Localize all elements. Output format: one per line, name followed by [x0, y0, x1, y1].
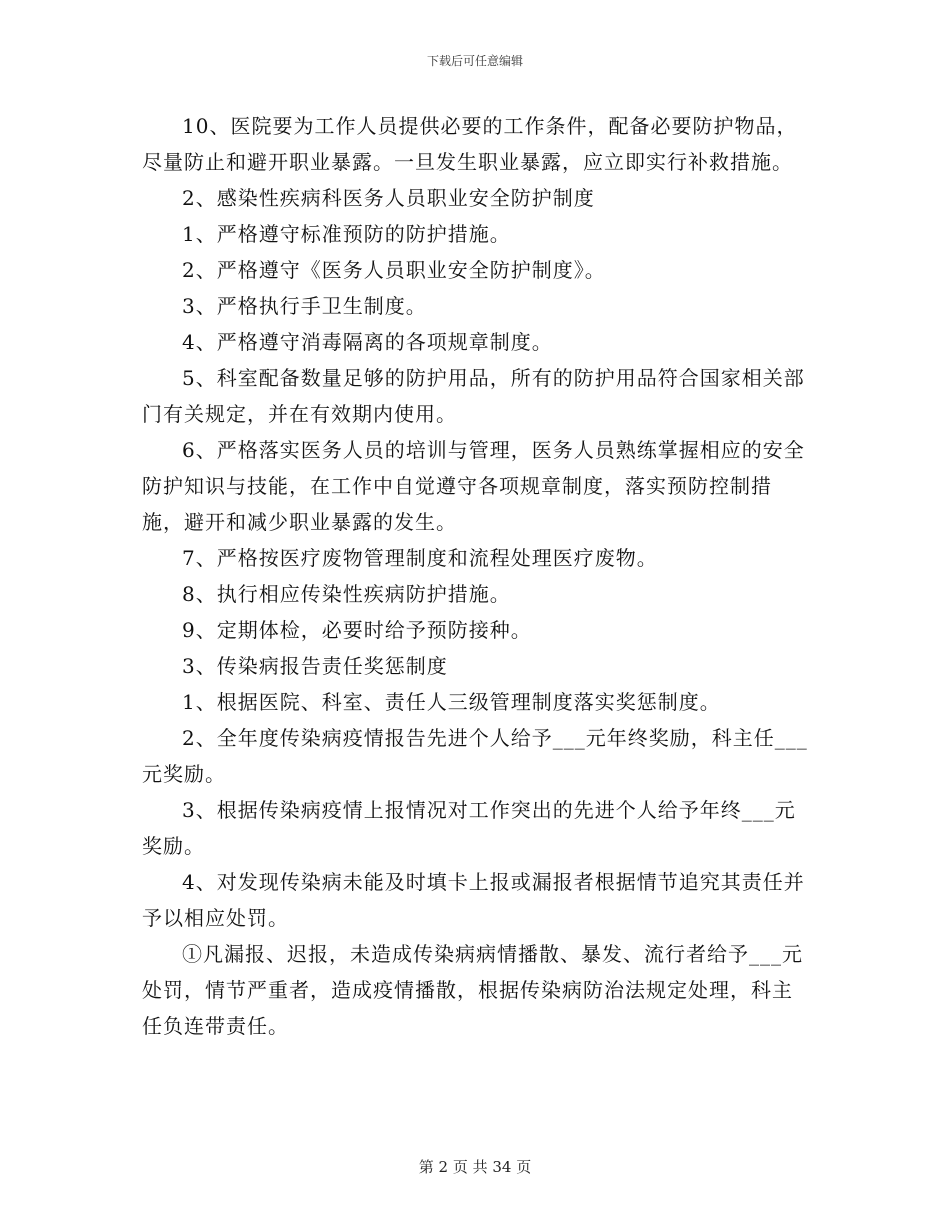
paragraph: 1、根据医院、科室、责任人三级管理制度落实奖惩制度。: [182, 690, 721, 714]
paragraph: 3、根据传染病疫情上报情况对工作突出的先进个人给予年终___元奖励。: [142, 798, 796, 858]
paragraph: 8、执行相应传染性疾病防护措施。: [182, 582, 511, 606]
paragraph: 4、严格遵守消毒隔离的各项规章制度。: [182, 330, 553, 354]
section-heading: 2、感染性疾病科医务人员职业安全防护制度: [182, 186, 595, 210]
paragraph: 3、严格执行手卫生制度。: [182, 294, 427, 318]
paragraph: ①凡漏报、迟报，未造成传染病病情播散、暴发、流行者给予___元处罚，情节严重者，造成疫情播散，根据传染病防治法规定处理，科主任负连带责任。: [142, 942, 803, 1038]
paragraph: 9、定期体检，必要时给予预防接种。: [182, 618, 532, 642]
paragraph: 2、严格遵守《医务人员职业安全防护制度》。: [182, 258, 606, 282]
paragraph: 10、医院要为工作人员提供必要的工作条件，配备必要防护物品，尽量防止和避开职业暴露。一旦发生职业暴露，应立即实行补救措施。: [142, 114, 798, 174]
document-body: [142, 108, 810, 1044]
section-heading: 3、传染病报告责任奖惩制度: [182, 654, 448, 678]
paragraph: 2、全年度传染病疫情报告先进个人给予___元年终奖励，科主任___元奖励。: [142, 726, 808, 786]
paragraph: 6、严格落实医务人员的培训与管理，医务人员熟练掌握相应的安全防护知识与技能，在工作中自觉遵守各项规章制度，落实预防控制措施，避开和减少职业暴露的发生。: [142, 438, 805, 534]
paragraph: 7、严格按医疗废物管理制度和流程处理医疗废物。: [182, 546, 658, 570]
paragraph: 1、严格遵守标准预防的防护措施。: [182, 222, 511, 246]
paragraph: 5、科室配备数量足够的防护用品，所有的防护用品符合国家相关部门有关规定，并在有效期内使用。: [142, 366, 805, 426]
paragraph: 4、对发现传染病未能及时填卡上报或漏报者根据情节追究其责任并予以相应处罚。: [142, 870, 805, 930]
page-number: 第 2 页 共 34 页: [418, 1158, 532, 1176]
header-note: 下载后可任意编辑: [426, 54, 523, 68]
